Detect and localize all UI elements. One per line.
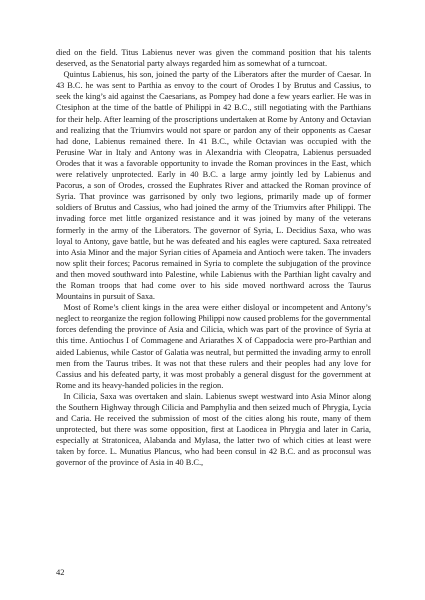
body-text — [56, 47, 371, 469]
paragraph-continuation: died on the field. Titus Labienus never was given the command position that his talents deserved, as the Senatorial party always regarded him as somewhat of a turncoat. — [56, 48, 371, 69]
paragraph-cilicia: In Cilicia, Saxa was overtaken and slain. Labienus swept westward into Asia Minor along the Southern Highway through Cilicia and Pamphylia and then seized much of Phrygia, Lycia and Caria. He received the submission of most of the cities along his route, many of them unprotected, but there was some opposition, first at Laodicea in Phrygia and later in Caria, especially at Stratonicea, Alabanda and Mylasa, the latter two of which cities at least were taken by force. L. Munatius Plancus, who had been consul in 42 B.C. and as proconsul was governor of the province of Asia in 40 B.C., — [56, 391, 371, 468]
paragraph-client-kings: Most of Rome’s client kings in the area were either disloyal or incompetent and Antony’s neglect to reorganize the region following Philippi now caused problems for the governmental forces defending the province of Asia and Cilicia, which was part of the province of Syria at this time. Antiochus I of Commagene and Ariarathes X of Cappadocia were pro-Parthian and aided Labienus, while Castor of Galatia was neutral, but permitted the invading army to enroll men from the Taurus tribes. It was not that these rulers and their peoples had any love for Cassius and his defeated party, it was most probably a general disgust for the government at Rome and its heavy-handed policies in the region. — [56, 303, 371, 390]
page-number: 42 — [56, 567, 65, 577]
paragraph-quintus-labienus: Quintus Labienus, his son, joined the party of the Liberators after the murder of Caesar. In 43 B.C. he was sent to Parthia as envoy to the court of Orodes I by Brutus and Cassius, to seek the king’s aid against the Caesarians, as Pompey had done a few years earlier. He was in Ctesiphon at the time of the battle of Philippi in 42 B.C., still negotiating with the Parthians for their help. After learning of the proscriptions undertaken at Rome by Antony and Octavian and realizing that the Triumvirs would not spare or pardon any of their opponents as Caesar had done, Labienus remained there. In 41 B.C., while Octavian was occupied with the Perusine War in Italy and Antony was in Alexandria with Cleopatra, Labienus persuaded Orodes that it was a favorable opportunity to invade the Roman provinces in the East, which were relatively unprotected. Early in 40 B.C. a large army jointly led by Labienus and Pacorus, a son of Orodes, crossed the Euphrates River and attacked the Roman province of Syria. That province was garrisoned by only two legions, primarily made up of former soldiers of Brutus and Cassius, who had joined the army of the Triumvirs after Philippi. The invading force met little organized resistance and it was joined by many of the veterans formerly in the army of the Liberators. The governor of Syria, L. Decidius Saxa, who was loyal to Antony, gave battle, but he was defeated and his eagles were captured. Saxa retreated into Asia Minor and the major Syrian cities of Apameia and Antioch were taken. The invaders now split their forces; Pacorus remained in Syria to complete the subjugation of the province and then moved southward into Palestine, while Labienus with the Parthian light cavalry and the Roman troops that had come over to his side moved northward across the Taurus Mountains in pursuit of Saxa. — [56, 70, 371, 302]
